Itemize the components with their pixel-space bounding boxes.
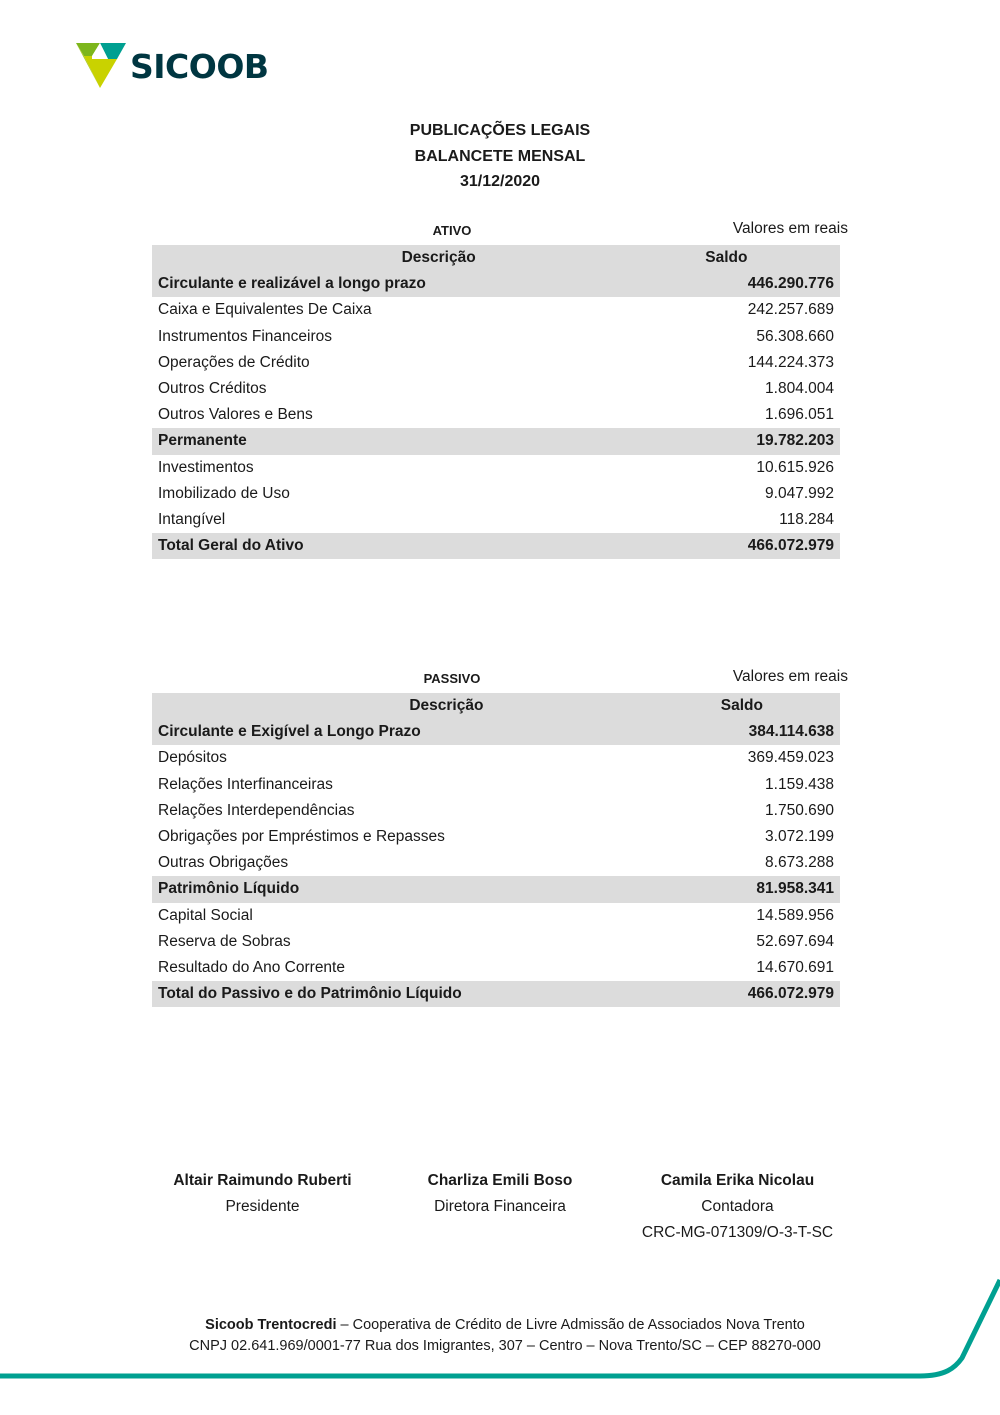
ativo-label: ATIVO	[432, 223, 472, 238]
row-value: 56.308.660	[756, 327, 834, 345]
document-title	[0, 118, 1000, 195]
row-desc: Capital Social	[158, 906, 253, 924]
row-desc: Circulante e realizável a longo prazo	[152, 271, 661, 297]
row-desc: Relações Interfinanceiras	[158, 775, 333, 793]
title-line-1: PUBLICAÇÕES LEGAIS	[409, 122, 591, 139]
signer-name: Camila Erika Nicolau	[660, 1172, 815, 1189]
passivo-table	[152, 693, 840, 1007]
row-value: 8.673.288	[765, 854, 834, 872]
table-row	[152, 297, 840, 323]
footer-decorative-line	[0, 1270, 1000, 1390]
row-value: 1.696.051	[765, 406, 834, 424]
signer-role: Contadora	[701, 1198, 774, 1215]
table-row	[152, 481, 840, 507]
row-value: 14.670.691	[756, 958, 834, 976]
col-saldo: Saldo	[661, 245, 840, 271]
signer-registration: CRC-MG-071309/O-3-T-SC	[641, 1224, 834, 1241]
row-value: 466.072.979	[677, 981, 840, 1007]
signer-name: Altair Raimundo Ruberti	[173, 1172, 352, 1189]
col-descricao: Descrição	[152, 693, 677, 719]
table-row	[152, 428, 840, 454]
row-value: 242.257.689	[747, 301, 834, 319]
ativo-units: Valores em reais	[732, 220, 848, 237]
table-row	[152, 955, 840, 981]
table-header-row	[152, 693, 840, 719]
col-saldo: Saldo	[677, 693, 840, 719]
row-desc: Caixa e Equivalentes De Caixa	[158, 301, 372, 319]
row-desc: Resultado do Ano Corrente	[158, 958, 345, 976]
table-row	[152, 876, 840, 902]
title-line-2: BALANCETE MENSAL	[414, 147, 586, 165]
table-row	[152, 533, 840, 559]
row-desc: Relações Interdependências	[158, 801, 355, 819]
signer-role: Diretora Financeira	[434, 1198, 566, 1215]
table-row	[152, 824, 840, 850]
passivo-label: PASSIVO	[423, 671, 481, 686]
row-desc: Permanente	[152, 428, 661, 454]
table-row	[152, 324, 840, 350]
row-value: 369.459.023	[747, 749, 834, 767]
signer-name: Charliza Emili Boso	[427, 1172, 573, 1189]
row-value: 9.047.992	[765, 484, 834, 502]
sicoob-logo-icon	[76, 43, 126, 89]
row-desc: Imobilizado de Uso	[158, 484, 290, 502]
row-value: 1.804.004	[765, 380, 834, 398]
table-row	[152, 402, 840, 428]
row-desc: Instrumentos Financeiros	[158, 327, 333, 345]
sicoob-logo	[76, 42, 281, 90]
table-row	[152, 772, 840, 798]
table-row	[152, 507, 840, 533]
row-desc: Circulante e Exigível a Longo Prazo	[152, 719, 677, 745]
row-desc: Outros Valores e Bens	[158, 406, 313, 424]
row-desc: Patrimônio Líquido	[152, 876, 677, 902]
row-desc: Investimentos	[158, 458, 254, 476]
table-header-row	[152, 245, 840, 271]
logo-text: SICOOB	[130, 46, 269, 86]
table-row	[152, 455, 840, 481]
row-value: 81.958.341	[677, 876, 840, 902]
row-desc: Outros Créditos	[158, 380, 267, 398]
table-row	[152, 271, 840, 297]
passivo-units: Valores em reais	[732, 668, 848, 685]
row-desc: Depósitos	[158, 749, 227, 767]
row-value: 52.697.694	[756, 932, 834, 950]
signature-finance-director	[375, 1168, 625, 1246]
row-desc: Intangível	[158, 510, 226, 528]
row-value: 446.290.776	[661, 271, 840, 297]
row-value: 19.782.203	[661, 428, 840, 454]
table-row	[152, 745, 840, 771]
row-value: 3.072.199	[765, 828, 834, 846]
row-desc: Outras Obrigações	[158, 854, 289, 872]
row-value: 466.072.979	[661, 533, 840, 559]
passivo-section	[152, 665, 848, 1007]
row-value: 10.615.926	[756, 458, 834, 476]
table-row	[152, 929, 840, 955]
footer-company: Sicoob Trentocredi	[205, 1317, 337, 1333]
row-desc: Operações de Crédito	[158, 353, 310, 371]
table-row	[152, 350, 840, 376]
footer-line-2: CNPJ 02.641.969/0001-77 Rua dos Imigrantes, 307 – Centro – Nova Trento/SC – CEP 88270-000	[189, 1338, 821, 1354]
table-row	[152, 903, 840, 929]
table-row	[152, 719, 840, 745]
table-row	[152, 981, 840, 1007]
ativo-section	[152, 217, 848, 559]
row-value: 1.159.438	[765, 775, 834, 793]
signature-accountant	[625, 1168, 850, 1246]
row-desc: Reserva de Sobras	[158, 932, 291, 950]
table-row	[152, 850, 840, 876]
row-desc: Total do Passivo e do Patrimônio Líquido	[152, 981, 677, 1007]
row-value: 1.750.690	[765, 801, 834, 819]
footer-company-desc: – Cooperativa de Crédito de Livre Admissão de Associados Nova Trento	[336, 1317, 805, 1333]
row-value: 118.284	[779, 510, 834, 528]
row-value: 144.224.373	[747, 353, 834, 371]
signer-role: Presidente	[225, 1198, 300, 1215]
table-row	[152, 798, 840, 824]
row-desc: Total Geral do Ativo	[152, 533, 661, 559]
title-line-3: 31/12/2020	[459, 173, 541, 190]
col-descricao: Descrição	[152, 245, 661, 271]
signatures	[150, 1168, 850, 1246]
ativo-table	[152, 245, 840, 559]
row-value: 14.589.956	[756, 906, 834, 924]
row-value: 384.114.638	[677, 719, 840, 745]
table-row	[152, 376, 840, 402]
signature-president	[150, 1168, 375, 1246]
row-desc: Obrigações por Empréstimos e Repasses	[158, 828, 445, 846]
